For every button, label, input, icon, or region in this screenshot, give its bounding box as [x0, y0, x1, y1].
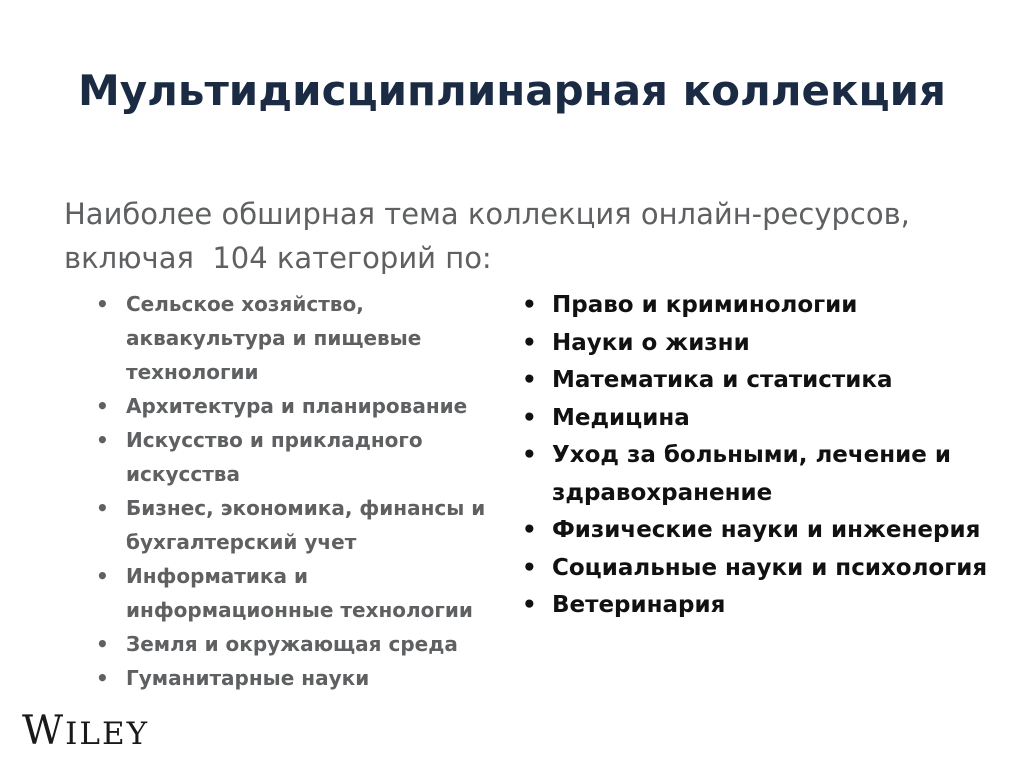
logo-initial: W — [22, 708, 66, 754]
category-item: • Право и криминологии — [522, 287, 992, 325]
category-item: • Науки о жизни — [522, 325, 992, 363]
slide-title: Мультидисциплинарная коллекция — [77, 66, 947, 115]
category-item: • Информатика и информационные технологии — [96, 559, 516, 627]
subtitle-line-2: включая 104 категорий по: — [64, 241, 492, 275]
slide-subtitle — [64, 192, 1014, 280]
category-item: • Математика и статистика — [522, 362, 992, 400]
category-item: • Искусство и прикладного искусства — [96, 423, 516, 491]
category-item: • Архитектура и планирование — [96, 389, 516, 423]
category-item: • Бизнес, экономика, финансы и бухгалтерский учет — [96, 491, 516, 559]
right-category-list — [522, 287, 992, 625]
subtitle-line-1: Наиболее обширная тема коллекция онлайн-ресурсов, — [64, 197, 910, 231]
category-item: • Социальные науки и психология — [522, 550, 992, 588]
category-item: • Земля и окружающая среда — [96, 627, 516, 661]
logo-rest: ILEY — [65, 716, 150, 752]
category-item: • Уход за больными, лечение и здравохранение — [522, 437, 992, 512]
category-item: • Медицина — [522, 400, 992, 438]
category-item: • Гуманитарные науки — [96, 661, 516, 695]
wiley-logo — [22, 708, 149, 754]
category-item: • Сельское хозяйство, аквакультура и пищевые технологии — [96, 287, 516, 389]
category-item: • Ветеринария — [522, 587, 992, 625]
category-item: • Физические науки и инженерия — [522, 512, 992, 550]
left-category-list — [96, 287, 516, 695]
